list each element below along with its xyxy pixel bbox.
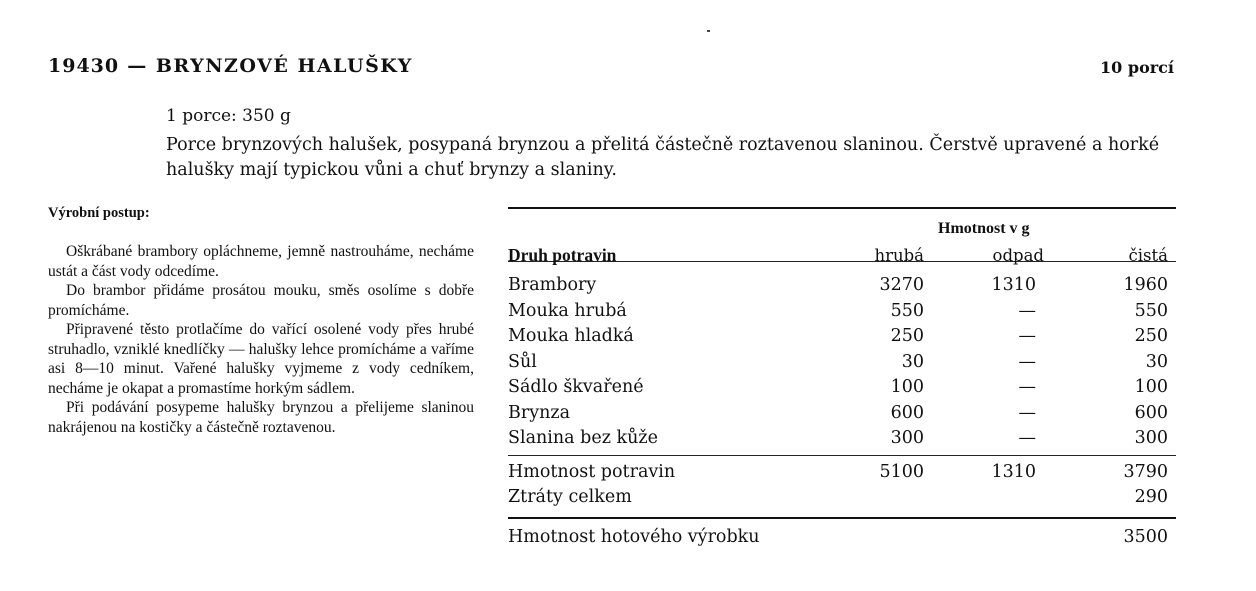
ingredient-name: Mouka hrubá xyxy=(508,300,627,321)
weight-header: Hmotnost v g xyxy=(938,220,1030,237)
column-header-gross: hrubá xyxy=(874,246,924,265)
net-weight: 300 xyxy=(1134,428,1168,448)
gross-weight: 300 xyxy=(890,428,924,448)
gross-weight: 600 xyxy=(890,402,924,423)
ingredient-rows xyxy=(508,262,1176,454)
waste-weight: — xyxy=(1018,351,1036,372)
procedure-paragraph: Připravené těsto protlačíme do vařící osolené vody přes hrubé struhadlo, vzniklé knedlíčky — halušky lehce promícháme a vaříme asi 8—10 minut. Vařené halušky vyjmeme z vody cedníkem, necháme je okapat a promastíme horkým sádlem. xyxy=(48,321,474,397)
ingredient-name: Brynza xyxy=(508,402,571,423)
total-label: Hmotnost potravin xyxy=(508,461,676,482)
ingredients-table xyxy=(508,207,1176,549)
total-net: 3790 xyxy=(1123,461,1168,482)
losses-net: 290 xyxy=(1134,487,1168,507)
procedure-section xyxy=(48,205,474,437)
gross-weight: 100 xyxy=(890,377,924,397)
waste-weight: — xyxy=(1018,326,1036,346)
total-waste: 1310 xyxy=(991,461,1036,482)
recipe-title xyxy=(48,55,413,77)
final-net: 3500 xyxy=(1123,526,1168,547)
total-row xyxy=(508,462,1176,488)
losses-row xyxy=(508,487,1176,513)
ingredient-name: Brambory xyxy=(508,275,597,295)
recipe-title-dash: — xyxy=(127,55,148,77)
table-row xyxy=(508,326,1176,352)
table-row xyxy=(508,352,1176,378)
net-weight: 250 xyxy=(1134,326,1168,346)
procedure-paragraph: Oškrábané brambory opláchneme, jemně nastrouháme, necháme ustát a část vody odcedíme. xyxy=(48,243,474,280)
recipe-number: 19430 xyxy=(48,55,120,77)
waste-weight: — xyxy=(1018,300,1036,321)
table-row xyxy=(508,428,1176,454)
total-gross: 5100 xyxy=(879,461,924,482)
portions-count: 10 porcí xyxy=(1100,58,1174,77)
waste-weight: — xyxy=(1018,428,1036,448)
portion-size: 1 porce: 350 g xyxy=(166,106,291,126)
gross-weight: 250 xyxy=(890,326,924,346)
table-row xyxy=(508,403,1176,429)
waste-weight: — xyxy=(1018,377,1036,397)
column-header-waste: odpad xyxy=(992,246,1044,265)
recipe-description: Porce brynzových halušek, posypaná brynzou a přelitá částečně roztavenou slaninou. Čerstvě upravené a horké halušky mají typickou vůni a chuť brynzy a slaniny. xyxy=(166,135,1160,180)
waste-weight: — xyxy=(1018,402,1036,423)
column-header-name: Druh potravin xyxy=(508,245,617,265)
table-row xyxy=(508,275,1176,301)
ingredient-name: Slanina bez kůže xyxy=(508,428,658,448)
ingredient-name: Sádlo škvařené xyxy=(508,377,644,397)
table-header xyxy=(508,209,1176,265)
net-weight: 600 xyxy=(1134,402,1168,423)
scan-speck xyxy=(707,30,710,32)
gross-weight: 550 xyxy=(890,300,924,321)
net-weight: 30 xyxy=(1145,351,1168,372)
net-weight: 1960 xyxy=(1123,275,1168,295)
table-row xyxy=(508,377,1176,403)
table-totals xyxy=(508,456,1176,517)
ingredient-name: Mouka hladká xyxy=(508,326,634,346)
final-row xyxy=(508,519,1176,549)
net-weight: 550 xyxy=(1134,300,1168,321)
table-row xyxy=(508,301,1176,327)
net-weight: 100 xyxy=(1134,377,1168,397)
gross-weight: 30 xyxy=(901,351,924,372)
recipe-name: BRYNZOVÉ HALUŠKY xyxy=(155,55,413,77)
final-label: Hmotnost hotového výrobku xyxy=(508,526,760,547)
losses-label: Ztráty celkem xyxy=(508,487,632,507)
gross-weight: 3270 xyxy=(879,275,924,295)
ingredient-name: Sůl xyxy=(508,351,537,372)
procedure-heading: Výrobní postup: xyxy=(48,205,150,221)
procedure-paragraph: Při podávání posypeme halušky brynzou a přelijeme slaninou nakrájenou na kostičky a částečně roztavenou. xyxy=(48,399,474,436)
column-header-net: čistá xyxy=(1128,246,1168,265)
procedure-paragraph: Do brambor přidáme prosátou mouku, směs osolíme s dobře promícháme. xyxy=(48,282,474,319)
waste-weight: 1310 xyxy=(991,275,1036,295)
